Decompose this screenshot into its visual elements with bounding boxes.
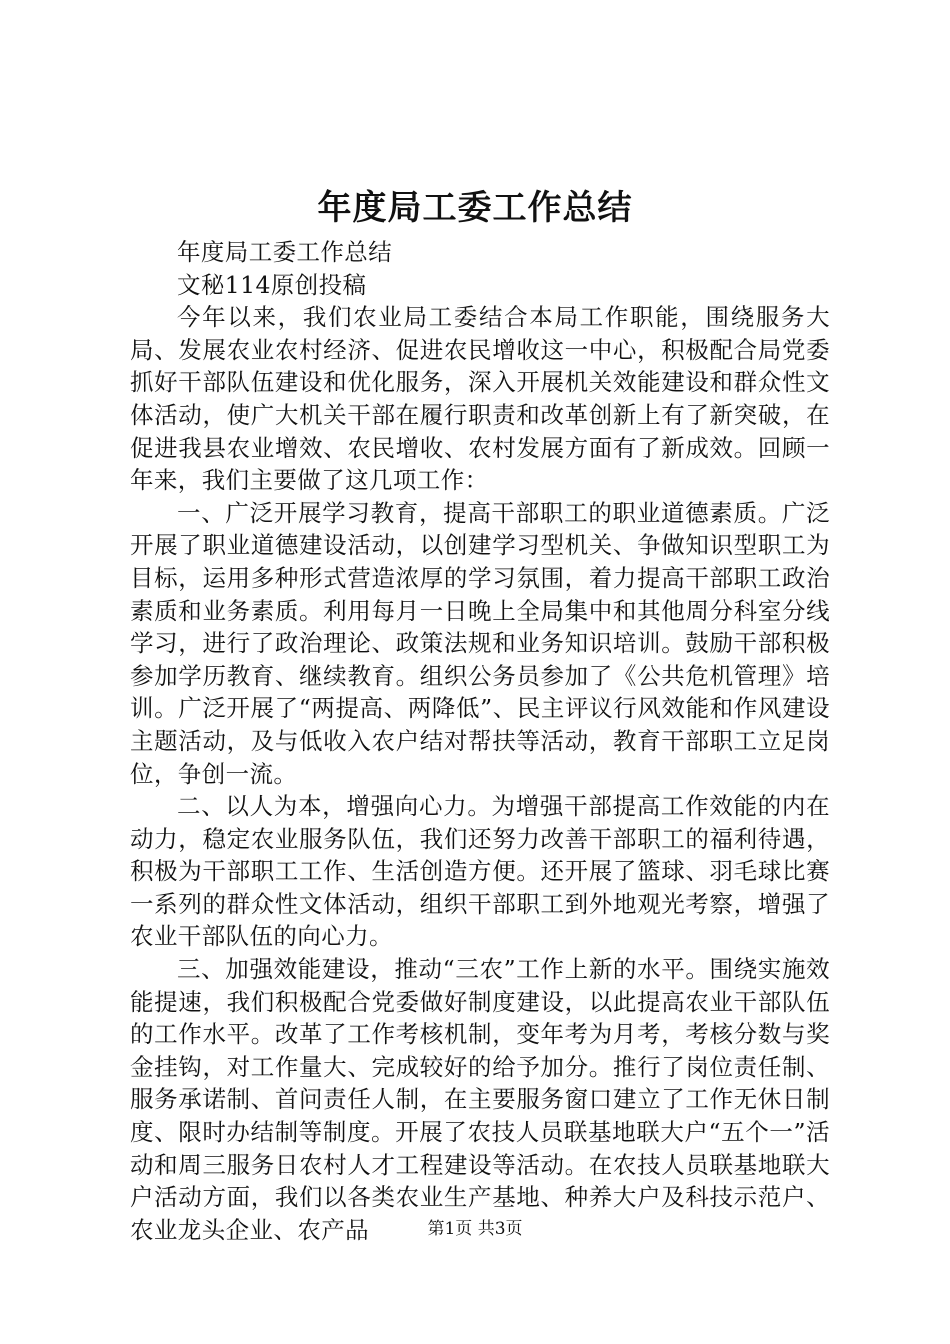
page-footer: 第1页 共3页: [427, 1219, 523, 1239]
body-paragraph: 文秘114原创投稿: [177, 270, 367, 299]
body-paragraph: 三、加强效能建设，推动“三农”工作上新的水平。围绕实施效能提速，我们积极配合党委做好制度建设，以此提高农业干部队伍的工作水平。改革了工作考核机制，变年考为月考，考核分数与奖金挂钩，对工作量大、完成较好的给予加分。推行了岗位责任制、服务承诺制、首问责任人制，在主要服务窗口建立了工作无休日制度、限时办结制等制度。开展了农技人员联基地联大户“五个一”活动和周三服务日农村人才工程建设等活动。在农技人员联基地联大户活动方面，我们以各类农业生产基地、种养大户及科技示范户、农业龙头企业、农产品: [130, 955, 830, 1244]
body-paragraph: 二、以人为本，增强向心力。为增强干部提高工作效能的内在动力，稳定农业服务队伍，我们还努力改善干部职工的福利待遇，积极为干部职工工作、生活创造方便。还开展了篮球、羽毛球比赛一系列的群众性文体活动，组织干部职工到外地观光考察，增强了农业干部队伍的向心力。: [130, 792, 830, 951]
body-paragraph: 一、广泛开展学习教育，提高干部职工的职业道德素质。广泛开展了职业道德建设活动，以创建学习型机关、争做知识型职工为目标，运用多种形式营造浓厚的学习氛围，着力提高干部职工政治素质和业务素质。利用每月一日晚上全局集中和其他周分科室分线学习，进行了政治理论、政策法规和业务知识培训。鼓励干部积极参加学历教育、继续教育。组织公务员参加了《公共危机管理》培训。广泛开展了“两提高、两降低”、民主评议行风效能和作风建设主题活动，及与低收入农户结对帮扶等活动，教育干部职工立足岗位，争创一流。: [130, 498, 830, 788]
body-paragraph: 年度局工委工作总结: [177, 238, 393, 266]
document-body: [130, 236, 830, 1246]
document-title: 年度局工委工作总结: [317, 188, 633, 228]
body-paragraph: 今年以来，我们农业局工委结合本局工作职能，围绕服务大局、发展农业农村经济、促进农民增收这一中心，积极配合局党委抓好干部队伍建设和优化服务，深入开展机关效能建设和群众性文体活动，使广大机关干部在履行职责和改革创新上有了新突破，在促进我县农业增效、农民增收、农村发展方面有了新成效。回顾一年来，我们主要做了这几项工作：: [130, 303, 830, 495]
